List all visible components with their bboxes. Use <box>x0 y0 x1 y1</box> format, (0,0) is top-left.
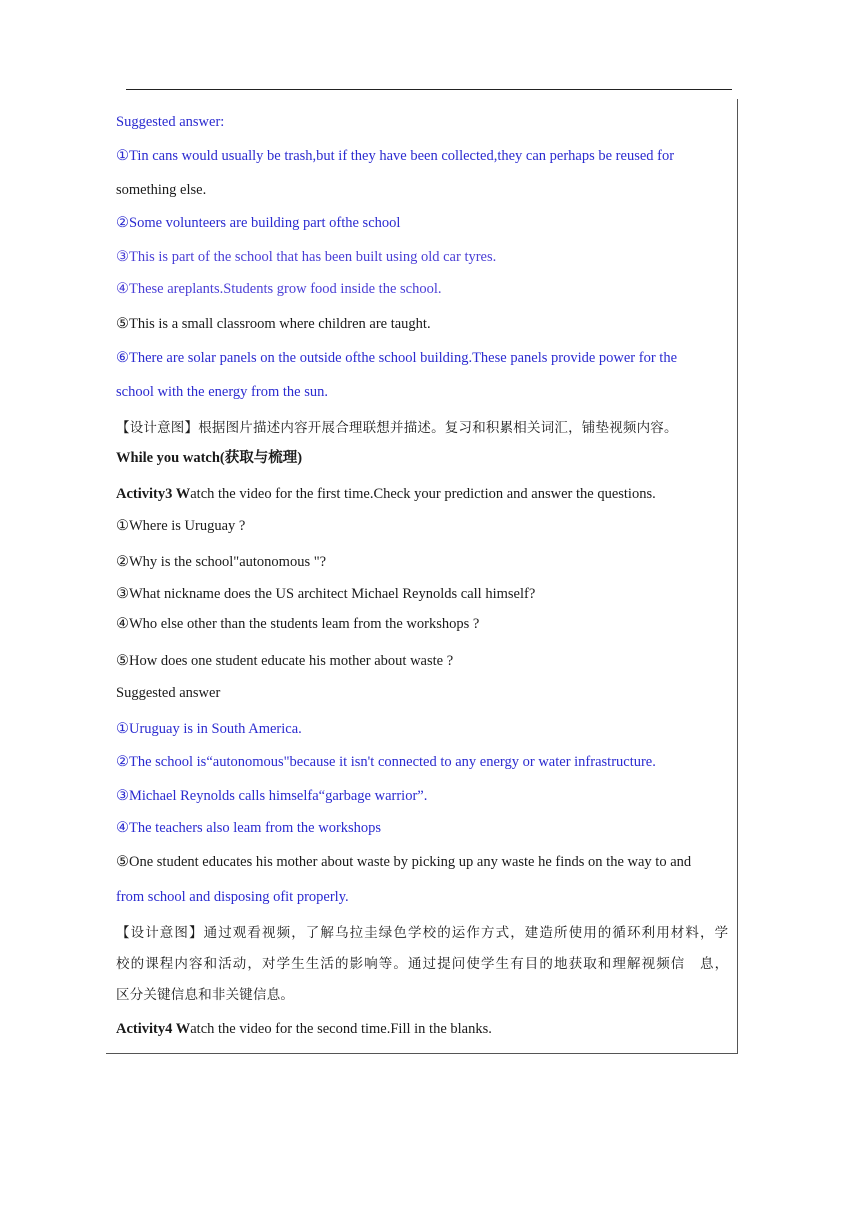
design-intent-2-line-1: 【设计意图】通过观看视频，了解乌拉圭绿色学校的运作方式，建造所使用的循环利用材料，学 <box>116 925 730 941</box>
question-3: ③What nickname does the US architect Michael Reynolds call himself? <box>116 586 536 602</box>
answer2-3: ③Michael Reynolds calls himselfa“garbage warrior”. <box>116 788 428 804</box>
answer-3: ③This is part of the school that has been built using old car tyres. <box>116 249 497 265</box>
activity3-instruction <box>116 485 656 503</box>
answer-1-line-1: ①Tin cans would usually be trash,but if they have been collected,they can perhaps be reused for <box>116 148 675 164</box>
answer-4: ④These areplants.Students grow food inside the school. <box>116 281 442 297</box>
lesson-table-cell <box>106 99 738 1054</box>
suggested-answer-heading: Suggested answer: <box>116 114 225 130</box>
activity3-label: Activity3 W <box>116 486 191 502</box>
while-you-watch-heading: While you watch(获取与梳理) <box>116 450 303 466</box>
design-intent-2-line-2: 校的课程内容和活动，对学生生活的影响等。通过提问使学生有目的地获取和理解视频信 息， <box>116 956 730 972</box>
design-intent-2-line-3: 区分关键信息和非关键信息。 <box>116 987 295 1003</box>
answer2-5-line-2: from school and disposing ofit properly. <box>116 889 349 905</box>
answer2-2: ②The school is“autonomous"because it isn't connected to any energy or water infrastructure. <box>116 754 656 770</box>
answer-1-line-2: something else. <box>116 182 207 198</box>
question-4: ④Who else other than the students leam from the workshops ? <box>116 616 480 632</box>
question-5: ⑤How does one student educate his mother about waste ? <box>116 653 454 669</box>
answer-2: ②Some volunteers are building part ofthe school <box>116 215 401 231</box>
answer-5: ⑤This is a small classroom where children are taught. <box>116 316 431 332</box>
activity4-instruction <box>116 1020 492 1038</box>
suggested-answer-heading-2: Suggested answer <box>116 685 221 701</box>
answer2-1: ①Uruguay is in South America. <box>116 721 302 737</box>
header-rule <box>126 89 732 90</box>
question-2: ②Why is the school"autonomous "? <box>116 554 327 570</box>
activity3-text: atch the video for the first time.Check your prediction and answer the questions. <box>190 486 656 502</box>
design-intent-1: 【设计意图】根据图片描述内容开展合理联想并描述。复习和积累相关词汇，铺垫视频内容。 <box>116 420 678 436</box>
answer-6-line-2: school with the energy from the sun. <box>116 384 328 400</box>
answer-6-line-1: ⑥There are solar panels on the outside ofthe school building.These panels provide power for the <box>116 350 678 366</box>
answer2-4: ④The teachers also leam from the workshops <box>116 820 382 836</box>
activity4-label: Activity4 W <box>116 1021 191 1037</box>
question-1: ①Where is Uruguay ? <box>116 518 246 534</box>
answer2-5-line-1: ⑤One student educates his mother about waste by picking up any waste he finds on the way to and <box>116 854 692 870</box>
activity4-text: atch the video for the second time.Fill in the blanks. <box>190 1021 492 1037</box>
